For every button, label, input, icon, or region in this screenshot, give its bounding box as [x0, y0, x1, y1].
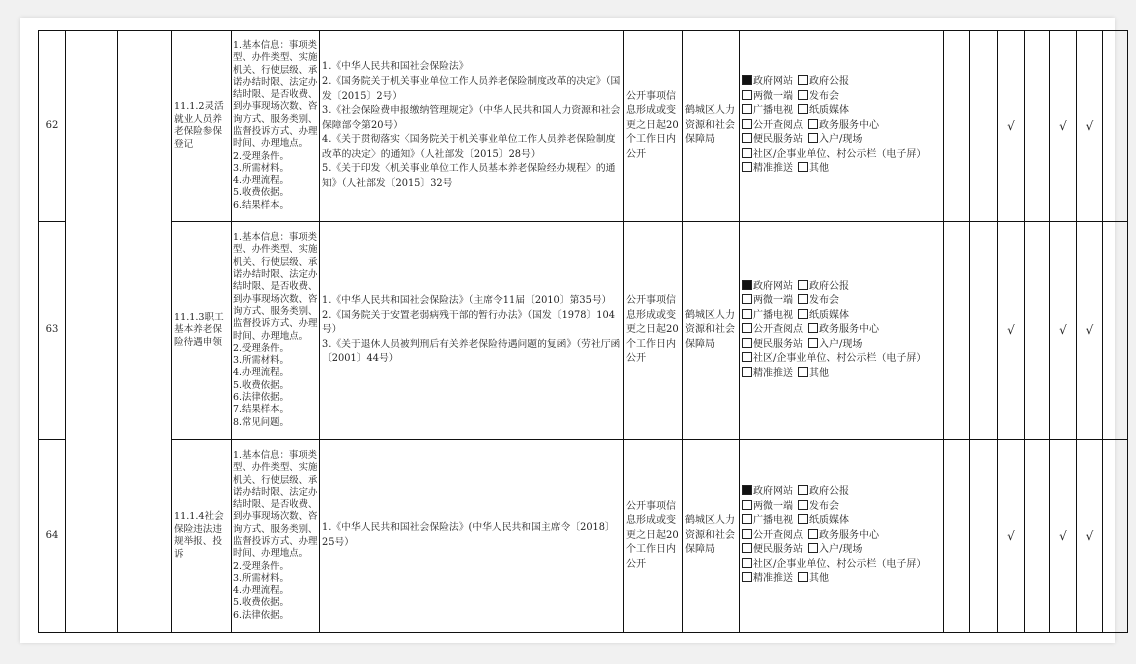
empty-box-icon	[798, 514, 808, 524]
law-line: 1.《中华人民共和国社会保险法》(中华人民共和国主席令〔2018〕25号）	[322, 522, 615, 548]
empty-box-icon	[742, 572, 752, 582]
content-line: 6.法律依据。	[233, 391, 289, 403]
disclosure-channels	[740, 440, 944, 633]
channel-option	[742, 544, 803, 555]
channel-label: 社区/企事业单位、村公示栏（电子屏）	[753, 353, 927, 365]
channel-label: 入户/现场	[819, 134, 863, 146]
channel-label: 公开查阅点	[753, 119, 803, 131]
channel-line	[742, 529, 941, 544]
channel-label: 政府公报	[809, 486, 849, 498]
empty-box-icon	[742, 133, 752, 143]
channel-label: 其他	[809, 573, 829, 585]
channel-label: 精准推送	[753, 367, 793, 379]
channel-label: 入户/现场	[819, 544, 863, 556]
content-line: 3.所需材料。	[233, 572, 289, 584]
empty-box-icon	[798, 162, 808, 172]
channel-label: 政府公报	[809, 280, 849, 292]
empty-box-icon	[742, 323, 752, 333]
empty-box-icon	[798, 309, 808, 319]
channel-option	[742, 149, 926, 160]
channel-option	[742, 76, 793, 87]
empty-box-icon	[798, 280, 808, 290]
empty-box-icon	[742, 148, 752, 158]
channel-label: 政府公报	[809, 76, 849, 88]
empty-box-icon	[742, 104, 752, 114]
category-cell	[66, 440, 118, 633]
check-cell: √	[1077, 440, 1103, 633]
subcategory-cell	[118, 222, 172, 440]
channel-option	[742, 368, 793, 379]
channel-line	[742, 485, 941, 500]
channel-option	[742, 559, 926, 570]
channel-label: 精准推送	[753, 163, 793, 175]
content-line: 6.结果样本。	[233, 199, 289, 211]
channel-option	[742, 339, 803, 350]
channel-label: 政务服务中心	[819, 119, 879, 131]
channel-line	[742, 323, 941, 338]
content-line: 2.受理条件。	[233, 342, 289, 354]
channel-option	[798, 501, 839, 512]
content-line: 5.收费依据。	[233, 379, 289, 391]
check-cell	[1103, 222, 1128, 440]
empty-box-icon	[798, 485, 808, 495]
check-cell: √	[1050, 222, 1077, 440]
channel-option	[742, 281, 793, 292]
content-line: 1.基本信息：事项类型、办件类型、实施机关、行使层级、承诺办结时限、法定办结时限、是否收费、到办事现场次数、咨询方式、服务类别、监督投诉方式、办理时间、办理地点。	[233, 449, 318, 560]
document-page	[20, 18, 1115, 643]
law-line: 4.《关于贯彻落实〈国务院关于机关事业单位工作人员养老保险制度改革的决定〉的通知》（人社部发〔2015〕28号）	[322, 134, 616, 160]
empty-box-icon	[742, 367, 752, 377]
channel-label: 其他	[809, 367, 829, 379]
disclosure-subject: 鹤城区人力资源和社会保障局	[683, 222, 740, 440]
channel-option	[742, 163, 793, 174]
check-cell: √	[1077, 222, 1103, 440]
check-cell: √	[1050, 440, 1077, 633]
channel-label: 便民服务站	[753, 134, 803, 146]
channel-option	[798, 573, 829, 584]
channel-line	[742, 338, 941, 353]
content-line: 4.办理流程。	[233, 585, 289, 597]
channel-label: 广播电视	[753, 515, 793, 527]
law-line: 2.《国务院关于安置老弱病残干部的暂行办法》（国发〔1978〕104号）	[322, 309, 616, 336]
channel-option	[742, 515, 793, 526]
content-line: 3.所需材料。	[233, 162, 289, 174]
empty-box-icon	[798, 294, 808, 304]
channel-option	[742, 573, 793, 584]
channel-line	[742, 543, 941, 558]
check-cell	[1103, 440, 1128, 633]
empty-box-icon	[798, 104, 808, 114]
channel-option	[798, 368, 829, 379]
channel-label: 纸质媒体	[809, 515, 849, 527]
check-cell	[944, 222, 970, 440]
subcategory-cell	[118, 440, 172, 633]
channel-option	[798, 515, 849, 526]
channel-label: 两微一端	[753, 500, 793, 512]
channel-option	[742, 310, 793, 321]
table-row	[39, 222, 1128, 440]
channel-label: 公开查阅点	[753, 324, 803, 336]
channel-option	[742, 120, 803, 131]
empty-box-icon	[808, 323, 818, 333]
channel-option	[798, 163, 829, 174]
check-cell: √	[1050, 31, 1077, 222]
channel-label: 两微一端	[753, 90, 793, 102]
empty-box-icon	[742, 90, 752, 100]
channel-line	[742, 514, 941, 529]
legal-basis	[320, 31, 624, 222]
check-cell: √	[1077, 31, 1103, 222]
item-name: 11.1.3职工基本养老保险待遇申领	[172, 222, 232, 440]
channel-line	[742, 119, 941, 134]
empty-box-icon	[808, 133, 818, 143]
channel-label: 便民服务站	[753, 338, 803, 350]
disclosure-timing: 公开事项信息形成或变更之日起20个工作日内公开	[624, 222, 683, 440]
disclosure-timing: 公开事项信息形成或变更之日起20个工作日内公开	[624, 440, 683, 633]
empty-box-icon	[742, 338, 752, 348]
law-line: 1.《中华人民共和国社会保险法》（主席令11届〔2010〕第35号）	[322, 295, 612, 307]
channel-line	[742, 280, 941, 295]
content-line: 5.收费依据。	[233, 187, 289, 199]
empty-box-icon	[798, 572, 808, 582]
disclosure-channels	[740, 31, 944, 222]
channel-option	[798, 91, 839, 102]
channel-line	[742, 572, 941, 587]
channel-option	[798, 310, 849, 321]
channel-option	[742, 91, 793, 102]
legal-basis	[320, 440, 624, 633]
channel-option	[742, 501, 793, 512]
check-cell	[1025, 440, 1050, 633]
empty-box-icon	[808, 119, 818, 129]
channel-label: 纸质媒体	[809, 105, 849, 117]
content-line: 4.办理流程。	[233, 175, 289, 187]
content-line: 7.结果样本。	[233, 404, 289, 416]
content-line: 3.所需材料。	[233, 355, 289, 367]
empty-box-icon	[742, 558, 752, 568]
row-number: 63	[39, 222, 66, 440]
law-line: 3.《社会保险费申报缴纳管理规定》（中华人民共和国人力资源和社会保障部令第20号）	[322, 105, 621, 131]
channel-label: 公开查阅点	[753, 529, 803, 541]
empty-box-icon	[742, 162, 752, 172]
category-cell	[66, 31, 118, 222]
empty-box-icon	[798, 75, 808, 85]
channel-label: 政务服务中心	[819, 324, 879, 336]
check-cell	[1103, 31, 1128, 222]
channel-option	[798, 486, 849, 497]
channel-option	[808, 134, 862, 145]
empty-box-icon	[742, 500, 752, 510]
checked-box-icon	[742, 75, 752, 85]
checked-box-icon	[742, 280, 752, 290]
channel-label: 政务服务中心	[819, 529, 879, 541]
check-cell	[970, 222, 998, 440]
law-line: 3.《关于退休人员被判刑后有关养老保险待遇问题的复函》（劳社厅函〔2001〕44号）	[322, 338, 621, 365]
content-line: 4.办理流程。	[233, 367, 289, 379]
check-cell	[1025, 31, 1050, 222]
empty-box-icon	[742, 514, 752, 524]
check-cell: √	[998, 31, 1025, 222]
disclosure-subject: 鹤城区人力资源和社会保障局	[683, 440, 740, 633]
table-row	[39, 440, 1128, 633]
content-line: 1.基本信息：事项类型、办件类型、实施机关、行使层级、承诺办结时限、法定办结时限、是否收费、到办事现场次数、咨询方式、服务类别、监督投诉方式、办理时间、办理地点。	[233, 232, 318, 342]
channel-line	[742, 352, 941, 367]
channel-line	[742, 500, 941, 515]
channel-option	[742, 324, 803, 335]
channel-option	[808, 324, 879, 335]
check-cell	[970, 31, 998, 222]
empty-box-icon	[742, 119, 752, 129]
channel-option	[742, 295, 793, 306]
channel-line	[742, 162, 941, 177]
channel-line	[742, 104, 941, 119]
empty-box-icon	[742, 352, 752, 362]
content-line: 2.受理条件。	[233, 560, 289, 572]
content-line: 1.基本信息：事项类型、办件类型、实施机关、行使层级、承诺办结时限、法定办结时限、是否收费、到办事现场次数、咨询方式、服务类别、监督投诉方式、办理时间、办理地点。	[233, 39, 318, 150]
check-cell	[970, 440, 998, 633]
content-line: 5.收费依据。	[233, 597, 289, 609]
channel-option	[798, 105, 849, 116]
channel-line	[742, 90, 941, 105]
channel-line	[742, 148, 941, 163]
content-line: 6.法律依据。	[233, 609, 289, 621]
channel-option	[742, 134, 803, 145]
channel-label: 广播电视	[753, 309, 793, 321]
channel-label: 其他	[809, 163, 829, 175]
checked-box-icon	[742, 485, 752, 495]
law-line: 1.《中华人民共和国社会保险法》	[322, 61, 469, 73]
channel-line	[742, 75, 941, 90]
check-cell: √	[998, 440, 1025, 633]
row-number: 62	[39, 31, 66, 222]
channel-label: 社区/企事业单位、村公示栏（电子屏）	[753, 558, 927, 570]
category-cell	[66, 222, 118, 440]
channel-option	[808, 530, 879, 541]
empty-box-icon	[742, 529, 752, 539]
check-cell	[944, 440, 970, 633]
channel-label: 发布会	[809, 295, 839, 307]
disclosure-table	[38, 30, 1128, 633]
check-cell	[944, 31, 970, 222]
empty-box-icon	[808, 529, 818, 539]
channel-label: 两微一端	[753, 295, 793, 307]
subcategory-cell	[118, 31, 172, 222]
law-line: 5.《关于印发〈机关事业单位工作人员基本养老保险经办规程〉的通知》（人社部发〔2015〕32号	[322, 163, 616, 190]
empty-box-icon	[808, 338, 818, 348]
disclosure-subject: 鹤城区人力资源和社会保障局	[683, 31, 740, 222]
channel-option	[808, 544, 862, 555]
check-cell: √	[998, 222, 1025, 440]
disclosure-channels	[740, 222, 944, 440]
disclosure-timing: 公开事项信息形成或变更之日起20个工作日内公开	[624, 31, 683, 222]
channel-line	[742, 309, 941, 324]
empty-box-icon	[742, 309, 752, 319]
channel-label: 政府网站	[753, 280, 793, 292]
channel-line	[742, 367, 941, 382]
empty-box-icon	[798, 500, 808, 510]
channel-option	[798, 295, 839, 306]
channel-option	[742, 105, 793, 116]
empty-box-icon	[808, 543, 818, 553]
channel-label: 纸质媒体	[809, 309, 849, 321]
channel-line	[742, 558, 941, 573]
channel-label: 便民服务站	[753, 544, 803, 556]
channel-label: 政府网站	[753, 486, 793, 498]
empty-box-icon	[798, 367, 808, 377]
channel-option	[742, 486, 793, 497]
channel-option	[742, 353, 926, 364]
channel-label: 精准推送	[753, 573, 793, 585]
row-number: 64	[39, 440, 66, 633]
disclosure-content	[232, 222, 320, 440]
legal-basis	[320, 222, 624, 440]
channel-label: 发布会	[809, 500, 839, 512]
channel-option	[808, 339, 862, 350]
channel-label: 广播电视	[753, 105, 793, 117]
empty-box-icon	[742, 543, 752, 553]
channel-line	[742, 133, 941, 148]
item-name: 11.1.2灵活就业人员养老保险参保登记	[172, 31, 232, 222]
channel-option	[798, 76, 849, 87]
table-row	[39, 31, 1128, 222]
channel-label: 发布会	[809, 90, 839, 102]
law-line: 2.《国务院关于机关事业单位工作人员养老保险制度改革的决定》（国发〔2015〕2号）	[322, 75, 621, 102]
item-name: 11.1.4社会保险违法违规举报、投诉	[172, 440, 232, 633]
channel-label: 政府网站	[753, 76, 793, 88]
channel-label: 入户/现场	[819, 338, 863, 350]
empty-box-icon	[742, 294, 752, 304]
channel-line	[742, 294, 941, 309]
channel-option	[798, 281, 849, 292]
channel-option	[808, 120, 879, 131]
content-line: 8.常见问题。	[233, 416, 289, 428]
content-line: 2.受理条件。	[233, 150, 289, 162]
disclosure-content	[232, 440, 320, 633]
empty-box-icon	[798, 90, 808, 100]
channel-label: 社区/企事业单位、村公示栏（电子屏）	[753, 148, 927, 160]
check-cell	[1025, 222, 1050, 440]
disclosure-content	[232, 31, 320, 222]
channel-option	[742, 530, 803, 541]
